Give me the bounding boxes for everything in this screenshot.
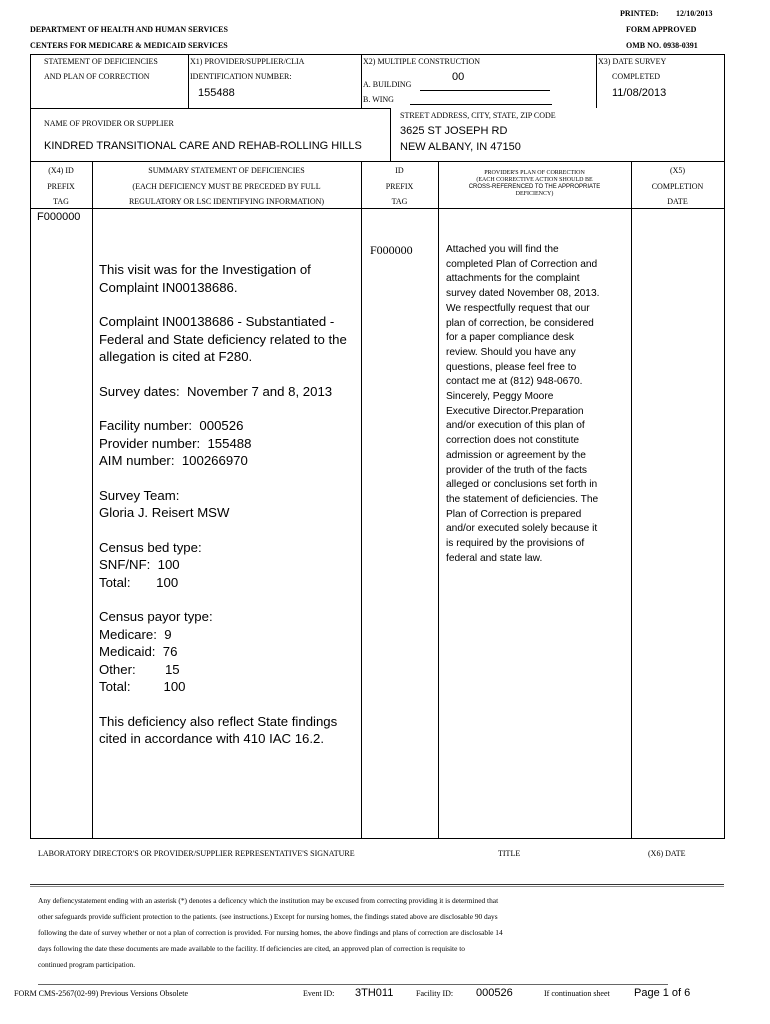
event-id-label: Event ID: [303,989,335,998]
street-address: 3625 ST JOSEPH RD [400,125,508,137]
plan-line: plan of correction, be considered [446,317,594,329]
title-label: TITLE [498,849,521,858]
plan-header-2: (EACH CORRECTIVE ACTION SHOULD BE [476,177,593,183]
plan-of-correction [446,243,628,566]
provider-name-label: NAME OF PROVIDER OR SUPPLIER [44,119,174,128]
plan-line: contact me at (812) 948-0670. [446,376,583,388]
x6-date-label: (X6) DATE [648,849,686,858]
summary-paragraph: Survey Team: Gloria J. Reisert MSW [99,487,230,520]
summary-statement [99,261,357,765]
plan-line: completed Plan of Correction and [446,258,598,270]
summary-paragraph: Survey dates: November 7 and 8, 2013 [99,383,333,399]
x4-tag-header: TAG [53,197,69,206]
summary-header-3: REGULATORY OR LSC IDENTIFYING INFORMATION) [128,197,325,206]
signature-label: LABORATORY DIRECTOR'S OR PROVIDER/SUPPLIER REPRESENTATIVE'S SIGNATURE [38,849,355,858]
x3-label-2: COMPLETED [612,72,660,81]
summary-header-1: SUMMARY STATEMENT OF DEFICIENCIES [148,166,305,175]
deficiency-tag-left: F000000 [37,211,81,223]
note-line: following the date of survey whether or not a plan of correction is provided. For nursing homes, the above findings and plans of correction are disclosable 14 [38,928,503,937]
city-state-zip: NEW ALBANY, IN 47150 [400,141,521,153]
printed-date: 12/10/2013 [676,9,713,18]
x4-id-header: (X4) ID [48,166,74,175]
tag-header: TAG [391,197,408,206]
plan-line: review. Should you have any [446,346,576,358]
date-header: DATE [667,197,688,206]
department-name: DEPARTMENT OF HEALTH AND HUMAN SERVICES [30,25,228,34]
plan-line: for a paper compliance desk [446,332,574,344]
provider-number: 155488 [198,87,235,99]
x4-prefix-header: PREFIX [47,182,75,191]
provider-name: KINDRED TRANSITIONAL CARE AND REHAB-ROLLING HILLS [44,140,362,152]
building-value: 00 [452,71,465,83]
plan-line: admission or agreement by the [446,449,586,461]
summary-paragraph: Census bed type: SNF/NF: 100 Total: 100 [99,539,202,590]
plan-line: Attached you will find the [446,244,559,255]
summary-paragraph: Census payor type: Medicare: 9 Medicaid: 76 Other: 15 Total: 100 [99,609,213,694]
summary-paragraph: This visit was for the Investigation of Complaint IN00138686. [99,262,315,295]
summary-paragraph: Facility number: 000526 Provider number: 155488 AIM number: 100266970 [99,418,252,468]
note-line: days following the date these documents are made available to the facility. If deficiencies are cited, an approved plan of correction is requisite to [38,944,465,953]
x1-label: X1) PROVIDER/SUPPLIER/CLIA [190,57,305,66]
plan-line: Plan of Correction is prepared [446,508,582,520]
plan-line: the statement of deficiencies. The [446,493,599,505]
plan-header-3: CROSS-REFERENCED TO THE APPROPRIATE [468,184,601,190]
deficiency-tag-right: F000000 [370,243,413,257]
plan-line: Executive Director.Preparation [446,405,584,417]
form-number: FORM CMS-2567(02-99) Previous Versions Obsolete [14,989,189,998]
note-line: other safeguards provide sufficient protection to the patients. (see instructions.) Except for nursing homes, the findings stated above are disclosable 90 days [38,912,498,921]
note-line: Any defiencystatement ending with an asterisk (*) denotes a deficency which the institution may be excused from correcting providing it is determined that [38,896,499,905]
plan-line: and/or execution of this plan of [446,420,585,432]
plan-header-4: DEFICIENCY) [515,191,554,197]
x5-header: (X5) [669,166,686,175]
plan-line: questions, please feel free to [446,361,577,373]
plan-line: We respectfully request that our [446,302,590,314]
prefix-header: PREFIX [385,182,414,191]
summary-paragraph: Complaint IN00138686 - Substantiated - Federal and State deficiency related to the allegation is cited at F280. [99,314,351,364]
omb-number: OMB NO. 0938-0391 [626,41,698,50]
plan-line: attachments for the complaint [446,273,580,285]
disclosure-note [38,893,718,973]
plan-line: survey dated November 08, 2013. [446,288,600,300]
wing-label: B. WING [363,95,394,104]
plan-line: provider of the truth of the facts [446,464,588,476]
plan-line: correction does not constitute [446,435,580,447]
x1-label-2: IDENTIFICATION NUMBER: [190,72,292,81]
continuation-label: If continuation sheet [544,989,610,998]
x3-label: X3) DATE SURVEY [598,57,667,66]
facility-id-label: Facility ID: [416,989,454,998]
address-label: STREET ADDRESS, CITY, STATE, ZIP CODE [400,111,556,120]
statement-label-1: STATEMENT OF DEFICIENCIES [44,57,158,66]
x2-label: X2) MULTIPLE CONSTRUCTION [363,57,481,66]
printed-label: PRINTED: [620,9,659,18]
plan-line: and/or executed solely because it [446,523,598,535]
plan-header-1: PROVIDER'S PLAN OF CORRECTION [484,170,585,176]
form-approved: FORM APPROVED [626,25,697,34]
page-number: Page 1 of 6 [634,987,691,999]
id-header: ID [395,166,404,175]
centers-name: CENTERS FOR MEDICARE & MEDICAID SERVICES [30,41,228,50]
note-line: continued program participation. [38,960,136,969]
building-label: A. BUILDING [363,80,412,89]
summary-paragraph: This deficiency also reflect State findings cited in accordance with 410 IAC 16.2. [99,713,341,746]
plan-line: Sincerely, Peggy Moore [446,391,554,403]
event-id: 3TH011 [355,987,394,999]
completion-header: COMPLETION [651,182,704,191]
plan-line: is required by the provisions of [446,538,585,550]
statement-label-2: AND PLAN OF CORRECTION [44,72,150,81]
facility-id: 000526 [476,987,513,999]
plan-line: federal and state law. [446,552,543,564]
summary-header-2: (EACH DEFICIENCY MUST BE PRECEDED BY FULL [132,182,321,191]
survey-date: 11/08/2013 [612,87,667,99]
plan-line: alleged or conclusions set forth in [446,479,598,491]
